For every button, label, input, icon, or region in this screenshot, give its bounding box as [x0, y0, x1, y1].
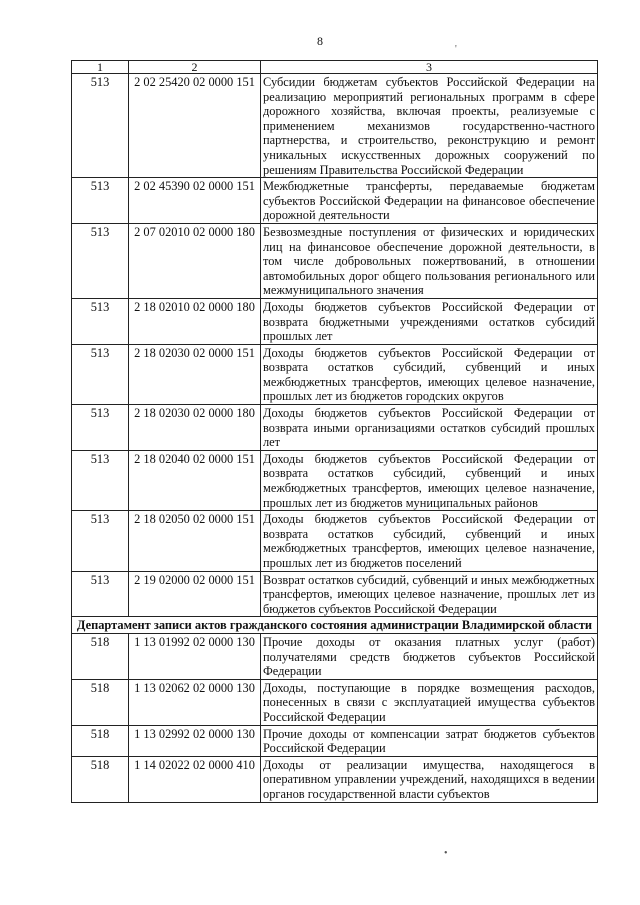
kbk-cell: 1 13 02992 02 0000 130 — [129, 725, 261, 756]
revenue-codes-table — [71, 60, 598, 803]
admin-code-cell: 518 — [72, 756, 129, 802]
table-row — [72, 74, 598, 178]
admin-code-cell: 513 — [72, 450, 129, 510]
admin-code-cell: 513 — [72, 405, 129, 451]
header-col-1: 1 — [72, 61, 129, 74]
admin-code-cell: 513 — [72, 178, 129, 224]
page-number: 8 — [317, 34, 323, 48]
table-row — [72, 298, 598, 344]
admin-code-cell: 513 — [72, 511, 129, 571]
admin-code-cell: 513 — [72, 298, 129, 344]
header-col-2: 2 — [129, 61, 261, 74]
kbk-cell: 1 13 02062 02 0000 130 — [129, 679, 261, 725]
kbk-cell: 2 18 02030 02 0000 180 — [129, 405, 261, 451]
table-row — [72, 679, 598, 725]
description-cell: Возврат остатков субсидий, субвенций и иных межбюджетных трансфертов, имеющих целевое назначение, прошлых лет из бюджетов субъектов Российской Федерации — [261, 571, 598, 617]
table-row — [72, 450, 598, 510]
table-row — [72, 223, 598, 298]
section-title: Департамент записи актов гражданского состояния администрации Владимирской области — [72, 617, 598, 634]
kbk-cell: 2 19 02000 02 0000 151 — [129, 571, 261, 617]
description-cell: Доходы бюджетов субъектов Российской Федерации от возврата иными организациями остатков субсидий прошлых лет — [261, 405, 598, 451]
description-cell: Доходы бюджетов субъектов Российской Федерации от возврата остатков субсидий, субвенций и иных межбюджетных трансфертов, имеющих целевое назначение, прошлых лет из бюджетов поселений — [261, 511, 598, 571]
table-row — [72, 756, 598, 802]
admin-code-cell: 513 — [72, 74, 129, 178]
header-col-3: 3 — [261, 61, 598, 74]
table-row — [72, 405, 598, 451]
kbk-cell: 2 02 45390 02 0000 151 — [129, 178, 261, 224]
description-cell: Межбюджетные трансферты, передаваемые бюджетам субъектов Российской Федерации на финансовое обеспечение дорожной деятельности — [261, 178, 598, 224]
admin-code-cell: 518 — [72, 633, 129, 679]
kbk-cell: 2 18 02030 02 0000 151 — [129, 344, 261, 404]
description-cell: Доходы бюджетов субъектов Российской Федерации от возврата бюджетными учреждениями остатков субсидий прошлых лет — [261, 298, 598, 344]
admin-code-cell: 513 — [72, 344, 129, 404]
kbk-cell: 2 07 02010 02 0000 180 — [129, 223, 261, 298]
table-row — [72, 511, 598, 571]
description-cell: Прочие доходы от оказания платных услуг (работ) получателями средств бюджетов субъектов Российской Федерации — [261, 633, 598, 679]
table-header-row — [72, 61, 598, 74]
kbk-cell: 1 14 02022 02 0000 410 — [129, 756, 261, 802]
description-cell: Доходы, поступающие в порядке возмещения расходов, понесенных в связи с эксплуатацией имущества субъектов Российской Федерации — [261, 679, 598, 725]
table-row — [72, 725, 598, 756]
table-row — [72, 178, 598, 224]
section-header-row — [72, 617, 598, 634]
description-cell: Доходы от реализации имущества, находящегося в оперативном управлении учреждений, находящихся в ведении органов государственной власти субъектов — [261, 756, 598, 802]
kbk-cell: 1 13 01992 02 0000 130 — [129, 633, 261, 679]
table-row — [72, 633, 598, 679]
admin-code-cell: 518 — [72, 679, 129, 725]
scan-speck: ' — [455, 44, 457, 55]
description-cell: Субсидии бюджетам субъектов Российской Федерации на реализацию мероприятий региональных программ в сфере дорожного хозяйства, включая проекты, реализуемые с применением механизмов государственно-частного партнерства, и строительство, реконструкцию и ремонт уникальных искусственных дорожных сооружений по решениям Правительства Российской Федерации — [261, 74, 598, 178]
scan-speck: • — [444, 848, 448, 859]
kbk-cell: 2 02 25420 02 0000 151 — [129, 74, 261, 178]
kbk-cell: 2 18 02040 02 0000 151 — [129, 450, 261, 510]
description-cell: Прочие доходы от компенсации затрат бюджетов субъектов Российской Федерации — [261, 725, 598, 756]
admin-code-cell: 513 — [72, 223, 129, 298]
kbk-cell: 2 18 02050 02 0000 151 — [129, 511, 261, 571]
kbk-cell: 2 18 02010 02 0000 180 — [129, 298, 261, 344]
admin-code-cell: 513 — [72, 571, 129, 617]
description-cell: Доходы бюджетов субъектов Российской Федерации от возврата остатков субсидий, субвенций и иных межбюджетных трансфертов, имеющих целевое назначение, прошлых лет из бюджетов муниципальных районов — [261, 450, 598, 510]
description-cell: Безвозмездные поступления от физических и юридических лиц на финансовое обеспечение дорожной деятельности, в том числе добровольных пожертвований, в отношении автомобильных дорог общего пользования регионального или межмуниципального значения — [261, 223, 598, 298]
admin-code-cell: 518 — [72, 725, 129, 756]
table-row — [72, 344, 598, 404]
table-row — [72, 571, 598, 617]
description-cell: Доходы бюджетов субъектов Российской Федерации от возврата остатков субсидий, субвенций и иных межбюджетных трансфертов, имеющих целевое назначение, прошлых лет из бюджетов городских округов — [261, 344, 598, 404]
